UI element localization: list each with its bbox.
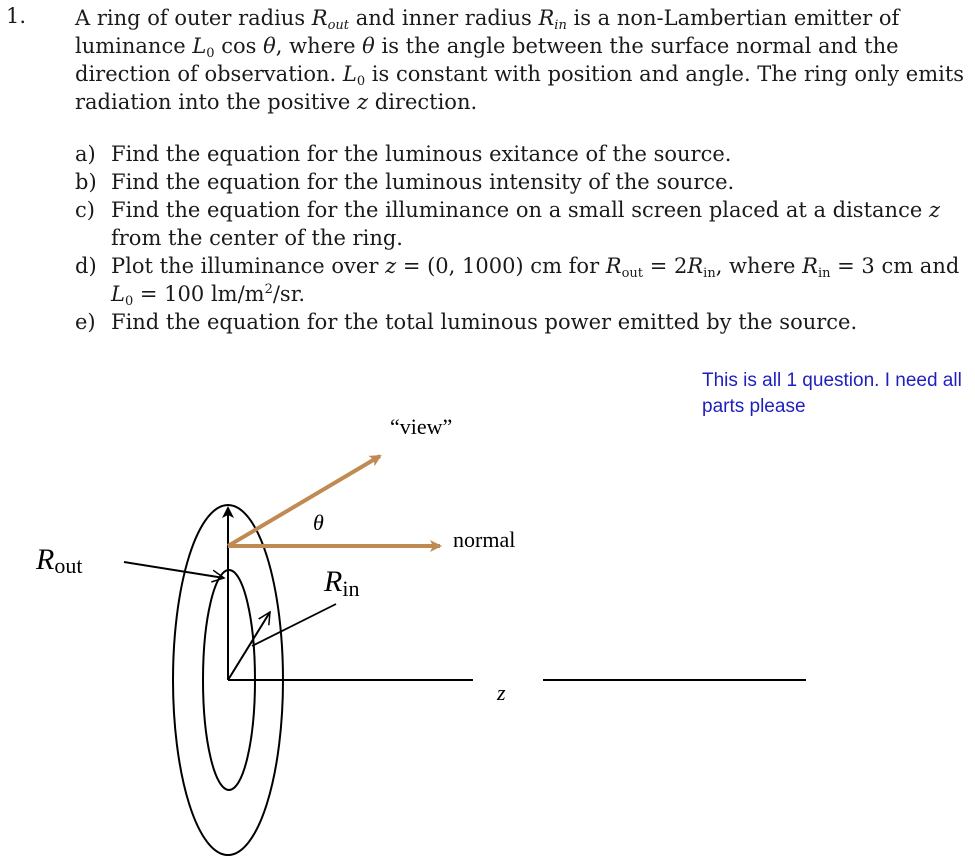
rin-label: Rin — [324, 565, 360, 601]
rout-label: Rout — [36, 543, 83, 578]
part-c: c) Find the equation for the illuminance on a small screen placed at a distance z from the center of the ring. — [75, 198, 941, 250]
question-number: 1. — [6, 4, 27, 28]
view-arrow — [228, 456, 380, 546]
ring-diagram — [0, 380, 975, 857]
normal-label: normal — [453, 527, 516, 552]
question-parts — [75, 140, 965, 336]
rout-leader-arrow — [124, 562, 224, 578]
inner-radius-arrow — [228, 612, 270, 680]
part-d: d) Plot the illuminance over z = (0, 1000) cm for $R_{out} = 2R_{in}$, where $R_{in} = 3$ cm and $L_0 = 100$ $lm/m^2/sr$. — [75, 254, 960, 309]
theta-label: θ — [313, 510, 324, 535]
z-label: z — [497, 680, 506, 705]
student-note: This is all 1 question. I need all parts please — [702, 370, 962, 417]
view-label: “view” — [390, 414, 453, 439]
part-e: e) Find the equation for the total luminous power emitted by the source. — [75, 310, 858, 334]
question-stem: A ring of outer radius $R_{out}$ and inner radius $R_{in}$ is a non-Lambertian emitter of luminance $L_0$ cos θ, where θ is the angle between the surface normal and the direction of observation. $L_0$ is constant with position and angle. The ring only emits radiation into the positive z direction. — [75, 6, 965, 114]
rin-leader-line — [252, 604, 336, 646]
part-b: b) Find the equation for the luminous intensity of the source. — [75, 170, 735, 194]
part-a: a) Find the equation for the luminous exitance of the source. — [75, 142, 732, 166]
